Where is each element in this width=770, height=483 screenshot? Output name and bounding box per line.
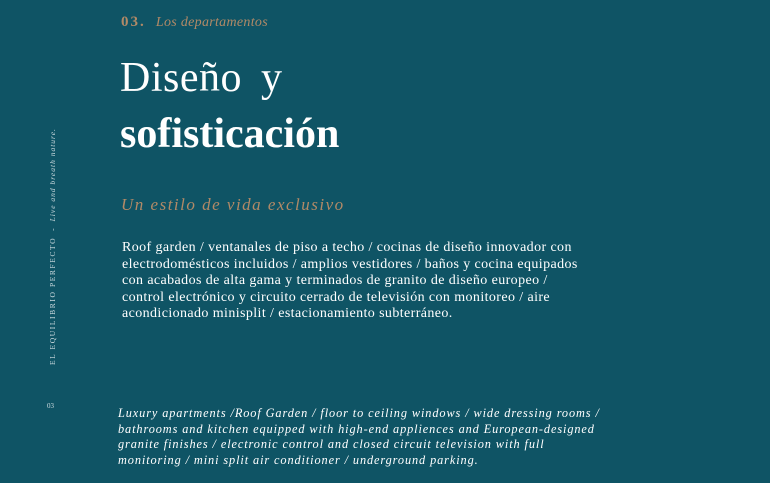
page-headline [120,57,339,155]
sidebar-brand: EL EQUILIBRIO PERFECTO [48,236,57,365]
sidebar-slogan: Live and breath nature. [48,128,57,222]
page-number: 03 [47,402,54,410]
section-title: Los departamentos [155,15,268,30]
tagline: Un estilo de vida exclusivo [121,195,345,214]
headline-line-2: sofisticación [120,111,340,157]
section-number: 03. [121,14,146,30]
spanish-description: Roof garden / ventanales de piso a techo / cocinas de diseño innovador con electrodomésticos incluidos / amplios vestidores / baños y cocina equipados con acabados de alta gama y terminados de granito de diseño europeo / control electrónico y circuito cerrado de televisión con monitoreo / aire acondicionado minisplit / estacionamiento subterráneo. [122,240,578,321]
vertical-sidebar-text [48,128,57,365]
headline-line-1: Diseño y [120,55,283,101]
english-description: Luxury apartments /Roof Garden / floor to ceiling windows / wide dressing rooms / bathrooms and kitchen equipped with high-end appliences and European-designed granite finishes / electronic control and closed circuit television with full monitoring / mini split air conditioner / underground parking. [118,406,600,467]
sidebar-separator: - [48,227,57,231]
section-header [121,14,268,31]
